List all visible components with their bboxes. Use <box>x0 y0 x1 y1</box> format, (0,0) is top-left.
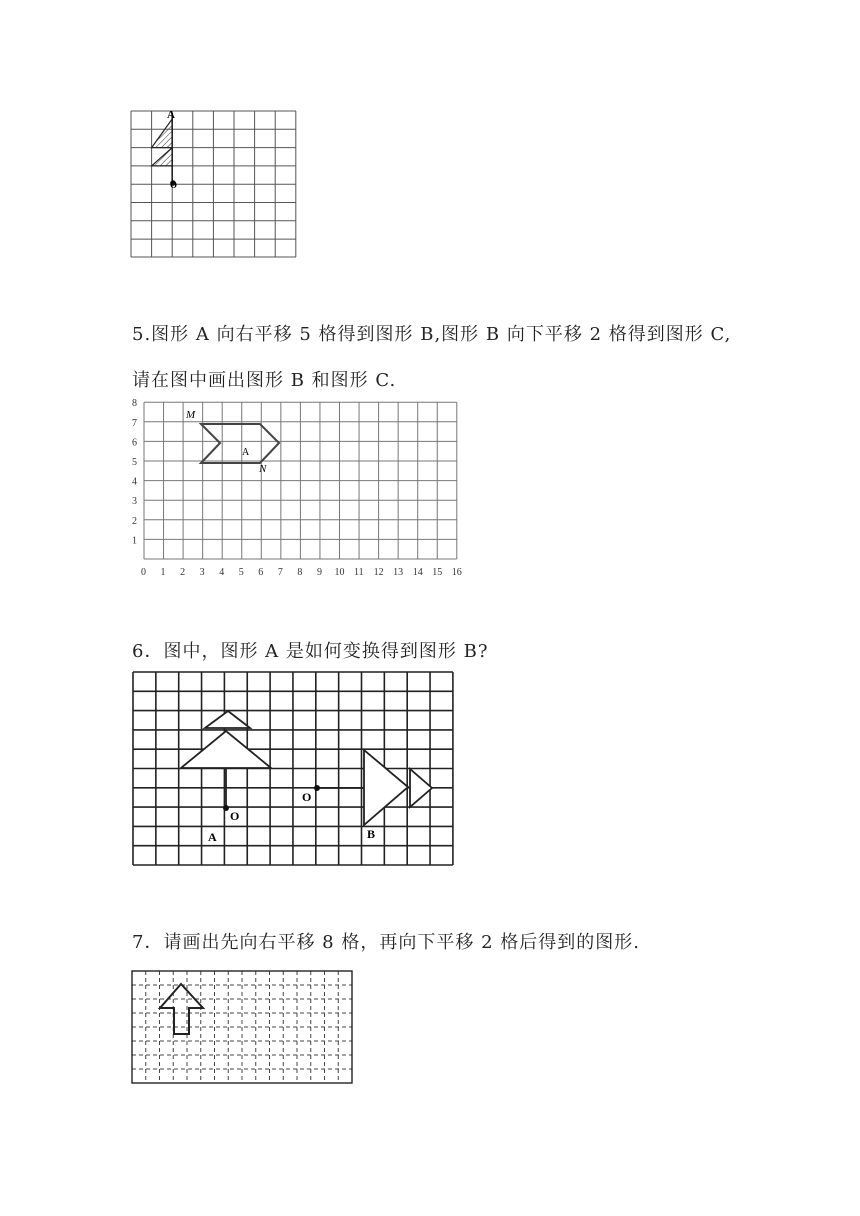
figure-a-arrow <box>201 424 279 463</box>
label-b: B <box>367 827 376 841</box>
x-tick-label: 4 <box>219 567 225 578</box>
label-o: O <box>170 180 178 190</box>
label-o-a: O <box>230 809 240 823</box>
figure-b <box>317 750 432 825</box>
x-tick-label: 5 <box>238 567 244 578</box>
y-tick-label: 6 <box>132 437 137 449</box>
x-tick-label: 14 <box>412 567 423 578</box>
x-tick-label: 12 <box>373 567 384 578</box>
x-tick-label: 16 <box>451 567 462 578</box>
label-a: A <box>167 109 175 121</box>
point-o-b <box>314 785 320 791</box>
y-tick-label: 2 <box>132 515 137 527</box>
x-tick-label: 8 <box>297 567 303 578</box>
figure-a <box>181 711 271 808</box>
y-tick-label: 7 <box>132 417 137 429</box>
x-tick-label: 1 <box>160 567 166 578</box>
x-tick-label: 3 <box>199 567 205 578</box>
label-o-b: O <box>302 790 312 804</box>
x-tick-label: 10 <box>334 567 345 578</box>
q6-grid <box>131 670 461 875</box>
y-tick-label: 8 <box>132 398 137 410</box>
q5-coordinate-grid <box>125 398 465 588</box>
question-5-line1: 5.图形 A 向右平移 5 格得到图形 B,图形 B 向下平移 2 格得到图形 C, <box>132 324 732 345</box>
question-6: 6．图中，图形 A 是如何变换得到图形 B? <box>132 641 489 662</box>
x-tick-label: 9 <box>316 567 322 578</box>
x-tick-label: 2 <box>180 567 186 578</box>
y-tick-label: 3 <box>132 496 137 508</box>
x-tick-label: 13 <box>393 567 404 578</box>
label-m: M <box>186 409 196 421</box>
x-tick-label: 15 <box>432 567 443 578</box>
label-n: N <box>259 463 267 475</box>
x-tick-label: 0 <box>141 567 146 578</box>
shaded-figure-a <box>152 119 173 166</box>
label-a: A <box>208 830 217 844</box>
y-tick-label: 4 <box>132 476 137 488</box>
label-a: A <box>242 447 250 458</box>
x-tick-label: 6 <box>258 567 264 578</box>
figure-a-rotation-grid <box>130 105 300 255</box>
y-tick-label: 5 <box>132 457 137 468</box>
x-tick-label: 7 <box>277 567 283 578</box>
x-tick-label: 11 <box>354 567 364 578</box>
question-5-line2: 请在图中画出图形 B 和图形 C. <box>132 370 397 391</box>
point-o-a <box>223 805 229 811</box>
question-7: 7．请画出先向右平移 8 格，再向下平移 2 格后得到的图形. <box>132 932 640 953</box>
q7-dashed-grid <box>131 970 356 1085</box>
y-tick-label: 1 <box>132 535 137 547</box>
